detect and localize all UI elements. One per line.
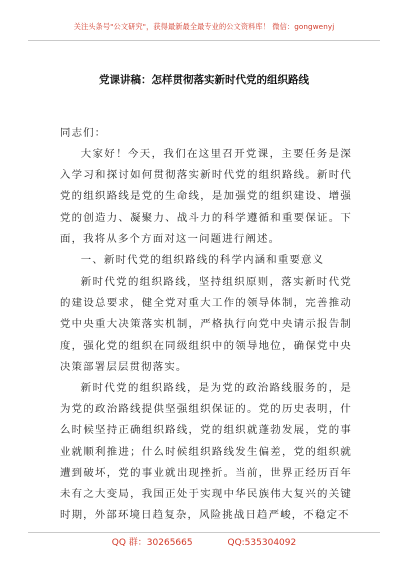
footer-qq: QQ:535304092 xyxy=(227,538,297,548)
footer-divider xyxy=(28,532,380,533)
footer xyxy=(0,535,408,548)
header-banner: 关注头条号"公文研究"，获得最新最全最专业的公文资料库！ 微信：gongwenyj xyxy=(73,22,335,31)
footer-qq-group: QQ 群：30265665 xyxy=(111,538,193,548)
paragraph-3: 新时代党的组织路线，是为党的政治路线服务的，是为党的政治路线提供坚强组织保证的。党的历史表明，什么时候坚持正确组织路线，党的组织就蓬勃发展，党的事业就顺利推进；什么时候组织路线发生偏差，党的组织就遭到破坏，党的事业就出现挫折。当前，世界正经历百年未有之大变局，我国正处于实现中华民族伟大复兴的关键时期，外部环境日趋复杂，风险挑战日趋严峻，不稳定不 xyxy=(60,382,352,522)
salutation: 同志们： xyxy=(60,127,107,139)
section-heading-1: 一、新时代党的组织路线的科学内涵和重要意义 xyxy=(80,254,325,266)
paragraph-intro: 大家好！今天，我们在这里召开党课，主要任务是深入学习和探讨如何贯彻落实新时代党的组织路线。新时代党的组织路线是党的生命线，是加强党的组织建设、增强党的创造力、凝聚力、战斗力的科学遵循和重要保证。下面，我将从多个方面对这一问题进行阐述。 xyxy=(60,148,352,245)
header-divider xyxy=(28,40,380,41)
document-title: 党课讲稿：怎样贯彻落实新时代党的组织路线 xyxy=(99,74,309,86)
paragraph-2: 新时代党的组织路线，坚持组织原则，落实新时代党的建设总要求，健全党对重大工作的领导体制，完善推动党中央重大决策落实机制，严格执行向党中央请示报告制度，强化党的组织在同级组织中的领导地位，确保党中央决策部署层层贯彻落实。 xyxy=(60,276,352,373)
